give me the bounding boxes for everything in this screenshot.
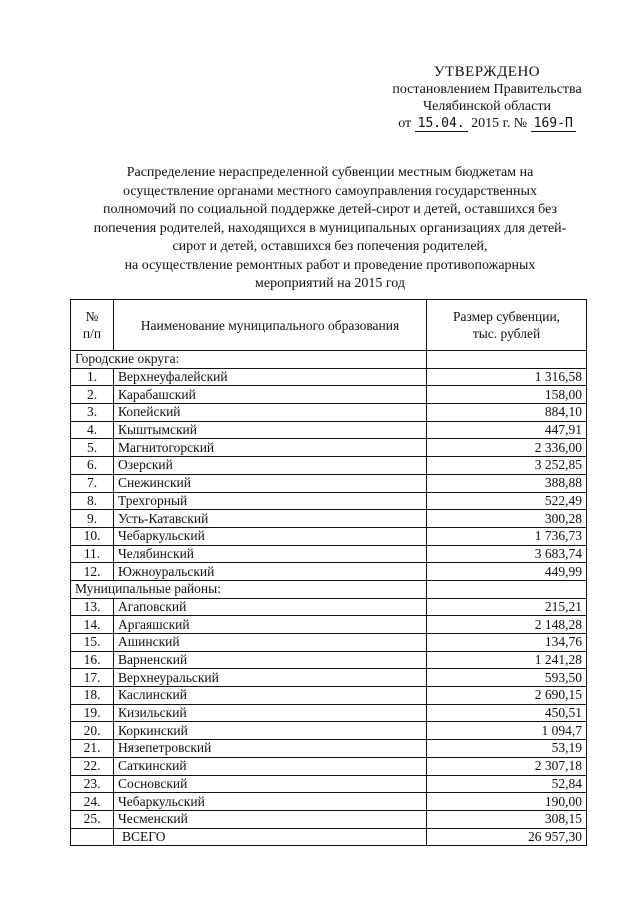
- row-number: 12.: [71, 563, 114, 581]
- date-prefix: от: [398, 116, 412, 131]
- row-number: 19.: [71, 704, 114, 722]
- row-amount: 388,88: [427, 474, 587, 492]
- row-amount: 52,84: [427, 775, 587, 793]
- row-municipality: Карабашский: [114, 386, 427, 404]
- row-number: 23.: [71, 775, 114, 793]
- approval-stamp: [382, 64, 592, 132]
- header-amount-line-1: Размер субвенции,: [452, 309, 561, 324]
- row-number: 25.: [71, 810, 114, 828]
- approval-title: УТВЕРЖДЕНО: [433, 64, 541, 80]
- row-amount: 1 241,28: [427, 651, 587, 669]
- row-amount: 3 252,85: [427, 457, 587, 475]
- row-amount: 2 336,00: [427, 439, 587, 457]
- approval-line-2: Челябинской области: [423, 99, 551, 114]
- row-number: 15.: [71, 634, 114, 652]
- heading-line: полномочий по социальной поддержке детей-сирот и детей, оставшихся без: [103, 202, 557, 217]
- row-municipality: Челябинский: [114, 545, 427, 563]
- row-amount: 308,15: [427, 810, 587, 828]
- row-number: 1.: [71, 368, 114, 386]
- row-amount: 450,51: [427, 704, 587, 722]
- row-number: 4.: [71, 421, 114, 439]
- total-row: [71, 828, 587, 846]
- approval-number: 169-П: [531, 116, 576, 132]
- row-municipality: Магнитогорский: [114, 439, 427, 457]
- row-number: 14.: [71, 616, 114, 634]
- table-row: [71, 492, 587, 510]
- row-municipality: Сосновский: [114, 775, 427, 793]
- row-amount: 3 683,74: [427, 545, 587, 563]
- row-amount: 1 094,7: [427, 722, 587, 740]
- total-amount: 26 957,30: [427, 828, 587, 846]
- row-municipality: Саткинский: [114, 757, 427, 775]
- row-municipality: Чесменский: [114, 810, 427, 828]
- row-number: 13.: [71, 598, 114, 616]
- heading-line: попечения родителей, находящихся в муниципальных организациях для детей-: [93, 220, 567, 236]
- row-amount: 134,76: [427, 634, 587, 652]
- table-row: [71, 634, 587, 652]
- section-label: Муниципальные районы:: [71, 580, 427, 598]
- document-heading: [70, 164, 590, 294]
- row-number: 3.: [71, 404, 114, 422]
- table-row: [71, 386, 587, 404]
- header-amount: [427, 300, 587, 351]
- row-municipality: Южноуральский: [114, 563, 427, 581]
- row-amount: 884,10: [427, 404, 587, 422]
- row-amount: 190,00: [427, 793, 587, 811]
- row-number: 9.: [71, 510, 114, 528]
- row-municipality: Снежинский: [114, 474, 427, 492]
- row-municipality: Варненский: [114, 651, 427, 669]
- row-amount: 522,49: [427, 492, 587, 510]
- row-amount: 593,50: [427, 669, 587, 687]
- table-row: [71, 757, 587, 775]
- header-number: [71, 300, 114, 351]
- section-row: [71, 580, 587, 598]
- table-row: [71, 457, 587, 475]
- section-empty-cell: [427, 580, 587, 598]
- table-row: [71, 563, 587, 581]
- row-number: 18.: [71, 687, 114, 705]
- heading-line: на осуществление ремонтных работ и проведение противопожарных: [124, 257, 536, 273]
- section-label: Городские округа:: [71, 351, 427, 369]
- row-municipality: Озерский: [114, 457, 427, 475]
- table-row: [71, 669, 587, 687]
- row-number: 6.: [71, 457, 114, 475]
- table-row: [71, 740, 587, 758]
- row-municipality: Копейский: [114, 404, 427, 422]
- table-row: [71, 545, 587, 563]
- row-municipality: Аргаяшский: [114, 616, 427, 634]
- approval-line-1: постановлением Правительства: [392, 82, 582, 97]
- row-number: 16.: [71, 651, 114, 669]
- approval-year: 2015 г. №: [471, 116, 528, 131]
- heading-line: Распределение нераспределенной субвенции местным бюджетам на: [126, 165, 534, 180]
- table-row: [71, 793, 587, 811]
- row-amount: 53,19: [427, 740, 587, 758]
- header-name: Наименование муниципального образования: [114, 300, 427, 351]
- table-row: [71, 687, 587, 705]
- row-amount: 447,91: [427, 421, 587, 439]
- table-row: [71, 404, 587, 422]
- row-number: 8.: [71, 492, 114, 510]
- table-row: [71, 722, 587, 740]
- row-municipality: Усть-Катавский: [114, 510, 427, 528]
- row-amount: 300,28: [427, 510, 587, 528]
- row-municipality: Агаповский: [114, 598, 427, 616]
- table-row: [71, 775, 587, 793]
- row-amount: 2 690,15: [427, 687, 587, 705]
- table-row: [71, 616, 587, 634]
- row-number: 7.: [71, 474, 114, 492]
- header-number-line-1: №: [85, 309, 99, 324]
- table-row: [71, 810, 587, 828]
- row-municipality: Чебаркульский: [114, 527, 427, 545]
- row-municipality: Кизильский: [114, 704, 427, 722]
- section-empty-cell: [427, 351, 587, 369]
- row-amount: 1 316,58: [427, 368, 587, 386]
- row-number: 5.: [71, 439, 114, 457]
- row-number: 11.: [71, 545, 114, 563]
- row-municipality: Ашинский: [114, 634, 427, 652]
- table-row: [71, 704, 587, 722]
- row-municipality: Верхнеуфалейский: [114, 368, 427, 386]
- row-municipality: Верхнеуральский: [114, 669, 427, 687]
- row-number: 21.: [71, 740, 114, 758]
- row-number: 24.: [71, 793, 114, 811]
- heading-line: сирот и детей, оставшихся без попечения родителей,: [172, 239, 488, 254]
- header-amount-line-2: тыс. рублей: [472, 326, 541, 341]
- table-row: [71, 527, 587, 545]
- row-amount: 449,99: [427, 563, 587, 581]
- table-row: [71, 510, 587, 528]
- row-municipality: Кыштымский: [114, 421, 427, 439]
- row-number: 20.: [71, 722, 114, 740]
- total-empty-cell: [71, 828, 114, 846]
- row-amount: 158,00: [427, 386, 587, 404]
- row-amount: 215,21: [427, 598, 587, 616]
- subsidy-table: [70, 299, 587, 846]
- table-row: [71, 598, 587, 616]
- row-number: 17.: [71, 669, 114, 687]
- table-row: [71, 651, 587, 669]
- table-row: [71, 421, 587, 439]
- total-label: ВСЕГО: [114, 828, 427, 846]
- row-amount: 1 736,73: [427, 527, 587, 545]
- row-municipality: Нязепетровский: [114, 740, 427, 758]
- table-header-row: [71, 300, 587, 351]
- table-row: [71, 439, 587, 457]
- row-municipality: Каслинский: [114, 687, 427, 705]
- approval-date-line: [382, 115, 592, 132]
- row-number: 10.: [71, 527, 114, 545]
- row-municipality: Коркинский: [114, 722, 427, 740]
- approval-date: 15.04.: [415, 116, 468, 132]
- row-number: 22.: [71, 757, 114, 775]
- row-amount: 2 148,28: [427, 616, 587, 634]
- row-number: 2.: [71, 386, 114, 404]
- table-row: [71, 368, 587, 386]
- row-municipality: Трехгорный: [114, 492, 427, 510]
- row-amount: 2 307,18: [427, 757, 587, 775]
- row-municipality: Чебаркульский: [114, 793, 427, 811]
- heading-line: осуществление органами местного самоуправления государственных: [123, 183, 537, 199]
- table-row: [71, 474, 587, 492]
- header-number-line-2: п/п: [82, 326, 102, 341]
- heading-line: мероприятий на 2015 год: [255, 276, 405, 291]
- section-row: [71, 351, 587, 369]
